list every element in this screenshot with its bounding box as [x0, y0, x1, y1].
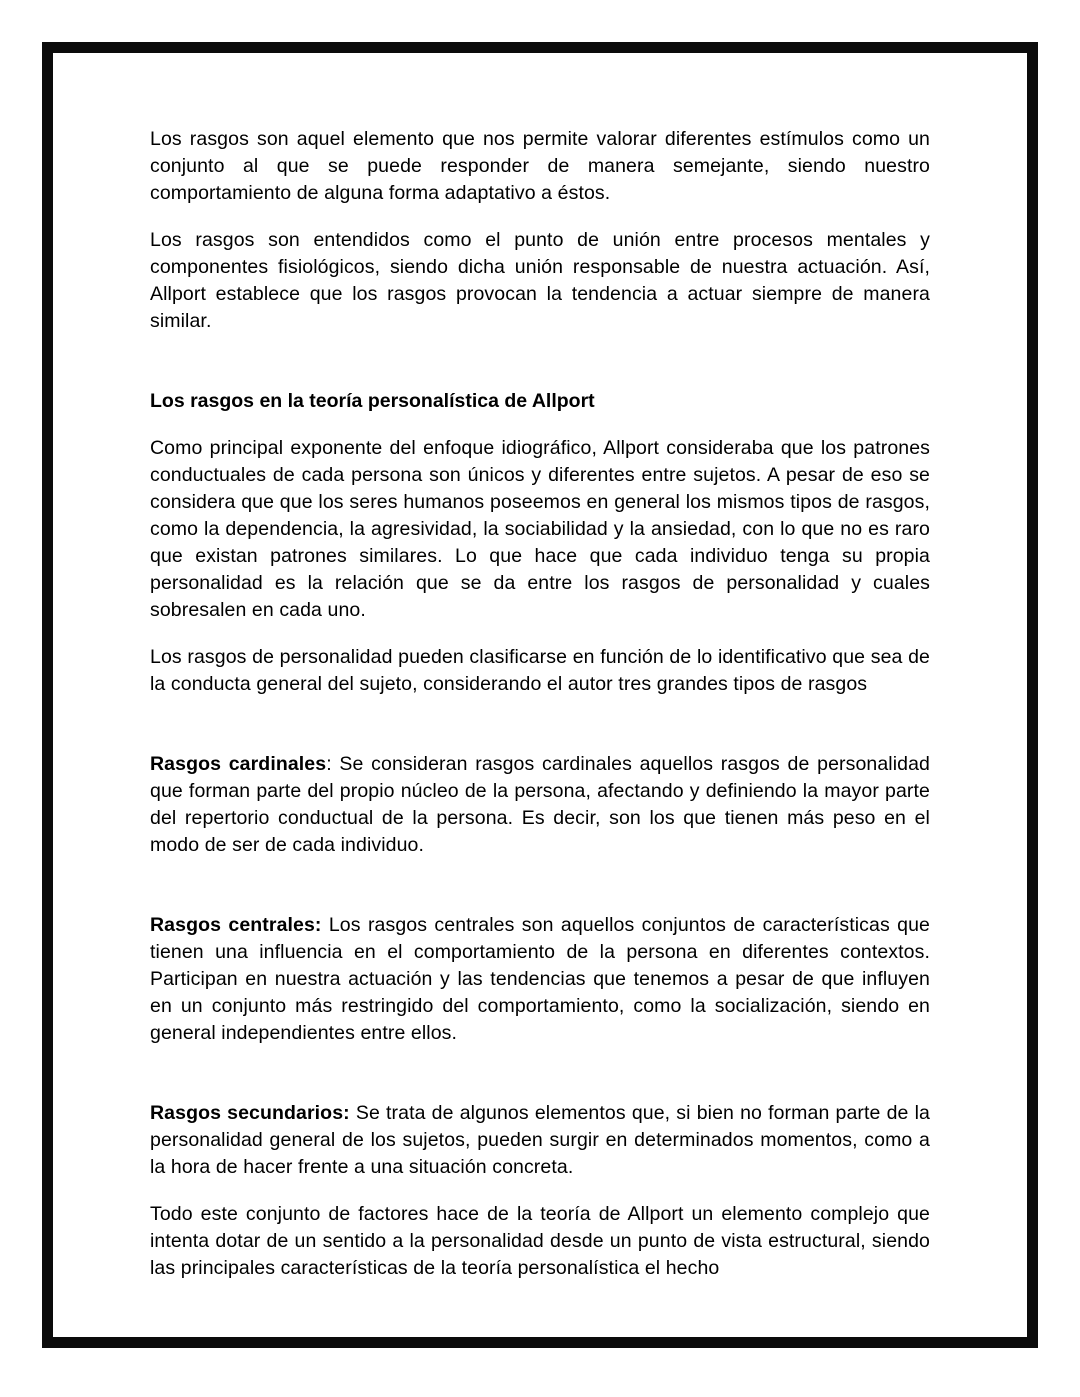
- paragraph-intro-1: Los rasgos son aquel elemento que nos permite valorar diferentes estímulos como un conjunto al que se puede responder de manera semejante, siendo nuestro comportamiento de alguna forma adaptativo a éstos.: [150, 128, 930, 204]
- rasgos-cardinales-term: Rasgos cardinales: [150, 753, 327, 775]
- section-heading: Los rasgos en la teoría personalística de Allport: [150, 390, 595, 412]
- rasgos-secundarios-definition: Se trata de algunos elementos que, si bien no forman parte de la personalidad general de los sujetos, pueden surgir en determinados momentos, como a la hora de hacer frente a una situación concreta.: [150, 1102, 930, 1178]
- paragraph-rasgos-cardinales: [150, 751, 930, 859]
- page-border-frame: [42, 42, 1038, 1348]
- paragraph-rasgos-secundarios: [150, 1100, 930, 1181]
- paragraph-allport-2: Los rasgos de personalidad pueden clasificarse en función de lo identificativo que sea de la conducta general del sujeto, considerando el autor tres grandes tipos de rasgos: [150, 646, 930, 695]
- rasgos-centrales-definition: Los rasgos centrales son aquellos conjuntos de características que tienen una influencia en el comportamiento de la persona en diferentes contextos. Participan en nuestra actuación y las tendencias que tenemos a pesar de que influyen en un conjunto más restringido del comportamiento, como la socialización, siendo en general independientes entre ellos.: [150, 914, 930, 1044]
- document-body: [150, 126, 930, 1297]
- rasgos-secundarios-term: Rasgos secundarios:: [150, 1102, 350, 1124]
- rasgos-centrales-term: Rasgos centrales:: [150, 914, 322, 936]
- paragraph-allport-1: Como principal exponente del enfoque idiográfico, Allport consideraba que los patrones conductuales de cada persona son únicos y diferentes entre sujetos. A pesar de eso se considera que que los seres humanos poseemos en general los mismos tipos de rasgos, como la dependencia, la agresividad, la sociabilidad y la ansiedad, con lo que no es raro que existan patrones similares. Lo que hace que cada individuo tenga su propia personalidad es la relación que se da entre los rasgos de personalidad y cuales sobresalen en cada uno.: [150, 437, 930, 621]
- paragraph-intro-2: Los rasgos son entendidos como el punto de unión entre procesos mentales y componentes fisiológicos, siendo dicha unión responsable de nuestra actuación. Así, Allport establece que los rasgos provocan la tendencia a actuar siempre de manera similar.: [150, 229, 930, 332]
- paragraph-rasgos-centrales: [150, 912, 930, 1047]
- rasgos-cardinales-definition: : Se consideran rasgos cardinales aquellos rasgos de personalidad que forman parte del propio núcleo de la persona, afectando y definiendo la mayor parte del repertorio conductual de la persona. Es decir, son los que tienen más peso en el modo de ser de cada individuo.: [150, 753, 930, 856]
- paragraph-closing: Todo este conjunto de factores hace de la teoría de Allport un elemento complejo que intenta dotar de un sentido a la personalidad desde un punto de vista estructural, siendo las principales características de la teoría personalística el hecho: [150, 1203, 930, 1279]
